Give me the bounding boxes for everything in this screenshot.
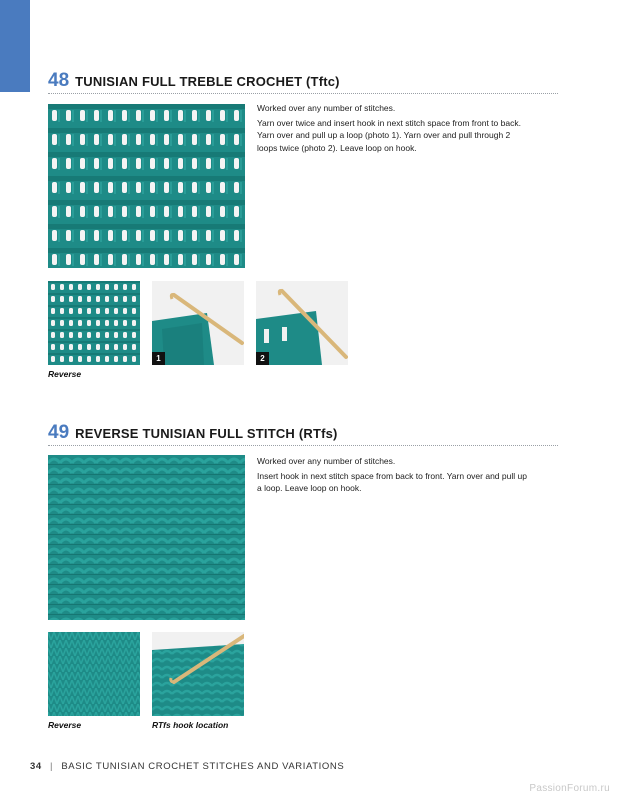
section-49-desc-body: Insert hook in next stitch space from back to front. Yarn over and pull up a loop. Leave loop on hook. — [257, 470, 527, 493]
section-48-rule — [48, 93, 558, 94]
section-48-number: 48 — [48, 70, 70, 91]
section-48-heading — [48, 70, 340, 92]
rtfs-reverse-photo — [48, 632, 140, 716]
section-48-desc-body: Yarn over twice and insert hook in next stitch space from front to back. Yarn over and pull up a loop (photo 1). Yarn over and pull through 2 loops twice (photo 2). Leave loop on hook. — [257, 117, 521, 153]
photo-1-badge: 1 — [152, 352, 165, 365]
tftc-step2-photo — [256, 281, 348, 365]
section-49-description — [257, 455, 527, 497]
section-49-reverse-caption: Reverse — [48, 720, 82, 730]
rtfs-swatch-photo — [48, 455, 245, 620]
tftc-reverse-photo — [48, 281, 140, 365]
section-48-title: TUNISIAN FULL TREBLE CROCHET (Tftc) — [75, 74, 340, 89]
tftc-swatch-photo — [48, 104, 245, 268]
page-number: 34 — [30, 761, 42, 772]
section-49-heading — [48, 422, 338, 444]
chapter-title: BASIC TUNISIAN CROCHET STITCHES AND VARIATIONS — [61, 761, 345, 772]
section-49-title: REVERSE TUNISIAN FULL STITCH (RTfs) — [75, 426, 338, 441]
watermark-text: PassionForum.ru — [529, 783, 610, 794]
tftc-step1-photo — [152, 281, 244, 365]
section-49-rule — [48, 445, 558, 446]
photo-2-badge: 2 — [256, 352, 269, 365]
footer-separator: | — [50, 761, 54, 772]
section-48-reverse-caption: Reverse — [48, 369, 82, 379]
section-49-number: 49 — [48, 422, 70, 443]
section-48-desc-line1: Worked over any number of stitches. — [257, 103, 396, 113]
rtfs-hook-location-photo — [152, 632, 244, 716]
chapter-tab — [0, 0, 30, 92]
section-49-desc-line1: Worked over any number of stitches. — [257, 456, 396, 466]
page-footer — [30, 761, 344, 772]
section-49-hook-caption: RTfs hook location — [152, 720, 229, 730]
section-48-description — [257, 102, 527, 156]
